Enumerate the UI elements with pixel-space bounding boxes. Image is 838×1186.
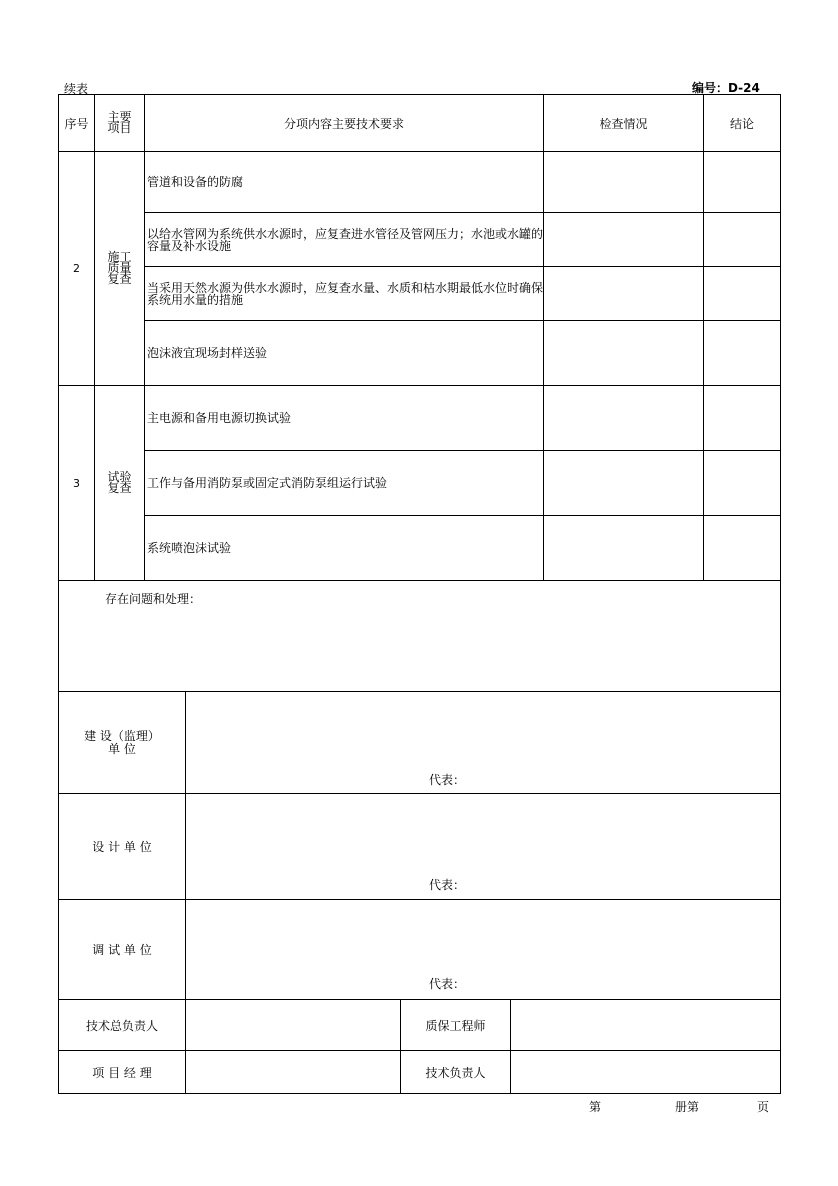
conclusion-cell[interactable] (703, 385, 781, 451)
rep-label: 代表： (429, 878, 466, 892)
col-header-conclusion: 结论 (703, 94, 781, 152)
pm-label: 项 目 经 理 (58, 1050, 186, 1094)
conclusion-cell[interactable] (703, 266, 781, 321)
tech-chief-label: 技术总负责人 (58, 999, 186, 1051)
col-header-no: 序号 (58, 94, 95, 152)
requirement-row: 泡沫液宜现场封样送验 (144, 320, 544, 386)
check-cell[interactable] (543, 151, 704, 213)
section-no: 2 (58, 151, 95, 386)
conclusion-cell[interactable] (703, 212, 781, 267)
section-no: 3 (58, 385, 95, 581)
tech-chief-sign[interactable] (185, 999, 401, 1051)
problems-section[interactable] (58, 580, 781, 692)
check-cell[interactable] (543, 515, 704, 581)
rep-label: 代表： (429, 977, 466, 991)
unit-label-commissioning: 调 试 单 位 (58, 899, 186, 1000)
rep-label: 代表： (429, 773, 466, 787)
check-cell[interactable] (543, 212, 704, 267)
unit-label-design: 设 计 单 位 (58, 793, 186, 900)
conclusion-cell[interactable] (703, 450, 781, 516)
conclusion-cell[interactable] (703, 320, 781, 386)
col-header-requirement: 分项内容主要技术要求 (144, 94, 544, 152)
qa-engineer-label: 质保工程师 (400, 999, 511, 1051)
requirement-row: 当采用天然水源为供水水源时，应复查水量、水质和枯水期最低水位时确保系统用水量的措施 (144, 266, 544, 321)
section-item: 试验复查 (94, 385, 145, 581)
check-cell[interactable] (543, 266, 704, 321)
footer-page: 页 (757, 1100, 770, 1114)
requirement-row: 管道和设备的防腐 (144, 151, 544, 213)
pm-sign[interactable] (185, 1050, 401, 1094)
footer-vol: 第 (589, 1100, 602, 1114)
requirement-row: 主电源和备用电源切换试验 (144, 385, 544, 451)
requirement-row: 系统喷泡沫试验 (144, 515, 544, 581)
col-header-check: 检查情况 (543, 94, 704, 152)
continued-label: 续表 (64, 82, 89, 96)
tech-lead-label: 技术负责人 (400, 1050, 511, 1094)
footer-book-page: 册第 (675, 1100, 700, 1114)
col-header-item: 主要项目 (94, 94, 145, 152)
section-item: 施工质量复查 (94, 151, 145, 386)
requirement-row: 工作与备用消防泵或固定式消防泵组运行试验 (144, 450, 544, 516)
tech-lead-sign[interactable] (510, 1050, 781, 1094)
conclusion-cell[interactable] (703, 515, 781, 581)
unit-sign-commissioning[interactable] (185, 899, 781, 1000)
unit-sign-construction[interactable] (185, 691, 781, 794)
requirement-row: 以给水管网为系统供水水源时，应复查进水管径及管网压力；水池或水罐的容量及补水设施 (144, 212, 544, 267)
qa-engineer-sign[interactable] (510, 999, 781, 1051)
unit-label-construction: 建 设（监理） 单 位 (58, 691, 186, 794)
check-cell[interactable] (543, 385, 704, 451)
unit-sign-design[interactable] (185, 793, 781, 900)
check-cell[interactable] (543, 450, 704, 516)
problems-label: 存在问题和处理： (105, 592, 202, 606)
check-cell[interactable] (543, 320, 704, 386)
form-code: 编号：D-24 (692, 81, 760, 95)
conclusion-cell[interactable] (703, 151, 781, 213)
